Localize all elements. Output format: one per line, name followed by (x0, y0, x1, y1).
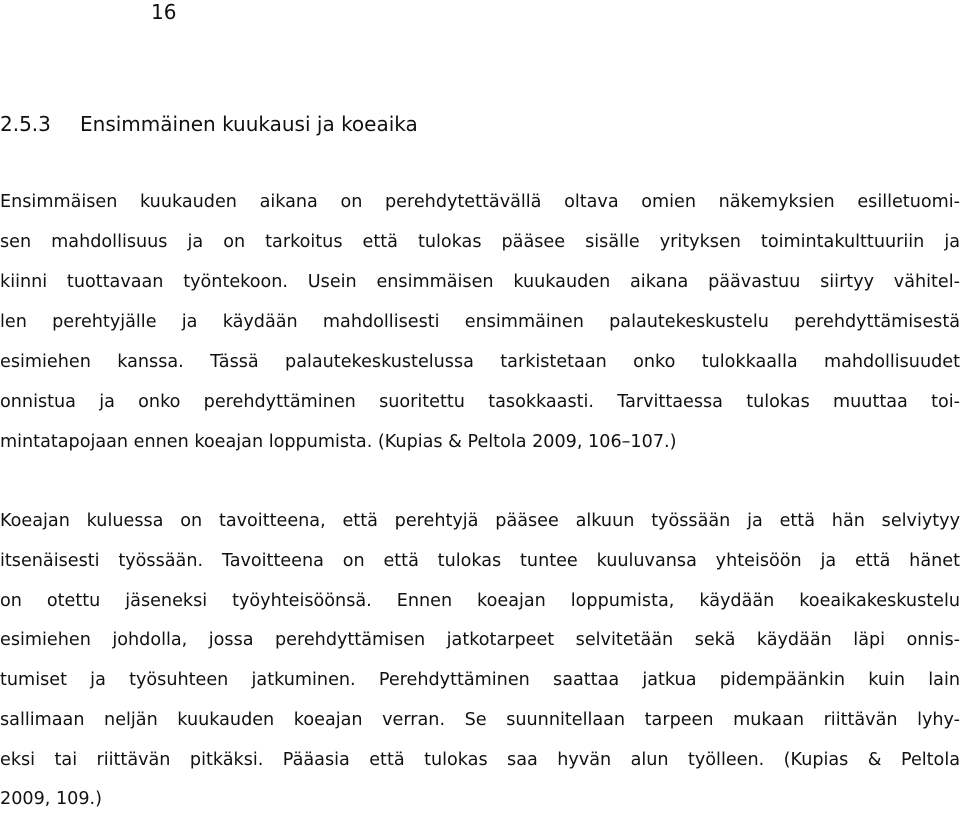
text-line: Ensimmäisen kuukauden aikana on perehdytettävällä oltava omien näkemyksien esilletuomi- (0, 192, 960, 212)
text-line: mintatapojaan ennen koeajan loppumista. (Kupias & Peltola 2009, 106–107.) (0, 432, 677, 452)
text-line: Koeajan kuluessa on tavoitteena, että perehtyjä pääsee alkuun työssään ja että hän selviytyy (0, 511, 960, 531)
page-number: 16 (151, 0, 177, 24)
text-line: tumiset ja työsuhteen jatkuminen. Perehdyttäminen saattaa jatkua pidempäänkin kuin lain (0, 670, 960, 690)
text-line: 2009, 109.) (0, 789, 102, 809)
text-line: kiinni tuottavaan työntekoon. Usein ensimmäisen kuukauden aikana päävastuu siirtyy vähitel- (0, 272, 960, 292)
section-number: 2.5.3 (0, 112, 51, 136)
text-line: eksi tai riittävän pitkäksi. Pääasia että tulokas saa hyvän alun työlleen. (Kupias & Peltola (0, 750, 960, 770)
section-title: Ensimmäinen kuukausi ja koeaika (80, 112, 418, 136)
text-line: sallimaan neljän kuukauden koeajan verran. Se suunnitellaan tarpeen mukaan riittävän lyhy- (0, 710, 960, 730)
text-line: esimiehen johdolla, jossa perehdyttämisen jatkotarpeet selvitetään sekä käydään läpi onnis- (0, 630, 960, 650)
text-line: on otettu jäseneksi työyhteisöönsä. Ennen koeajan loppumista, käydään koeaikakeskustelu (0, 591, 960, 611)
text-line: sen mahdollisuus ja on tarkoitus että tulokas pääsee sisälle yrityksen toimintakulttuuriin ja (0, 232, 960, 252)
section-heading (0, 111, 418, 137)
text-line: esimiehen kanssa. Tässä palautekeskustelussa tarkistetaan onko tulokkaalla mahdollisuudet (0, 352, 960, 372)
text-line: onnistua ja onko perehdyttäminen suoritettu tasokkaasti. Tarvittaessa tulokas muuttaa toi- (0, 392, 960, 412)
text-line: itsenäisesti työssään. Tavoitteena on että tulokas tuntee kuuluvansa yhteisöön ja että hänet (0, 551, 960, 571)
text-line: len perehtyjälle ja käydään mahdollisesti ensimmäinen palautekeskustelu perehdyttämisestä (0, 312, 960, 332)
